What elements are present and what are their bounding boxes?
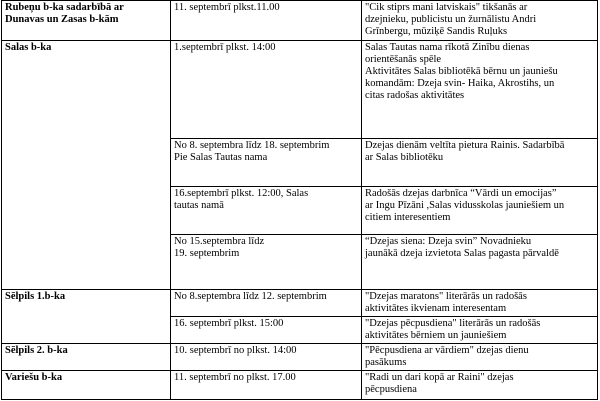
event-date: 16. septembrī plkst. 15:00 (171, 317, 362, 344)
table-row (2, 344, 598, 371)
table-row (2, 1, 598, 41)
event-description: Salas Tautas nama rīkotā Zinību dienas orientēšanās spēle Aktivitātes Salas bibliotēkā bērnu un jauniešu komandām: Dzeja svin- Haika, Akrostihs, un citas radošas aktivitātes (362, 41, 598, 139)
event-date: No 15.septembra līdz 19. septembrim (171, 235, 362, 290)
event-description: Dzejas dienām veltīta pietura Rainis. Sadarbībā ar Salas bibliotēku (362, 139, 598, 187)
events-table (1, 0, 598, 400)
event-date: No 8. septembra līdz 18. septembrim Pie Salas Tautas nama (171, 139, 362, 187)
table-row (2, 41, 598, 139)
event-description: “Dzejas siena: Dzeja svin” Novadnieku jaunākā dzeja izvietota Salas pagasta pārvaldē (362, 235, 598, 290)
library-name: Sēlpils 2. b-ka (2, 344, 171, 371)
library-name: Rubeņu b-ka sadarbībā ar Dunavas un Zasas b-kām (2, 1, 171, 41)
event-date: 10. septembrī no plkst. 14:00 (171, 344, 362, 371)
event-date: 11. septembrī no plkst. 17.00 (171, 371, 362, 400)
table-row (2, 371, 598, 400)
event-description: "Dzejas pēcpusdiena" literārās un radošās aktivitātes bērniem un jauniešiem (362, 317, 598, 344)
event-date: 11. septembrī plkst.11.00 (171, 1, 362, 41)
event-date: No 8.septembra līdz 12. septembrim (171, 290, 362, 317)
library-name: Sēlpils 1.b-ka (2, 290, 171, 344)
event-description: "Radi un dari kopā ar Raini" dzejas pēcpusdiena (362, 371, 598, 400)
library-name: Salas b-ka (2, 41, 171, 290)
table-row (2, 290, 598, 317)
events-table-body (2, 1, 598, 400)
event-date: 1.septembrī plkst. 14:00 (171, 41, 362, 139)
event-description: "Dzejas maratons" literārās un radošās aktivitātes ikvienam interesentam (362, 290, 598, 317)
library-name: Variešu b-ka (2, 371, 171, 400)
event-description: Radošās dzejas darbnīca “Vārdi un emocijas” ar Ingu Pīzāni ,Salas vidusskolas jauniešiem un citiem interesentiem (362, 187, 598, 235)
event-date: 16.septembrī plkst. 12:00, Salas tautas namā (171, 187, 362, 235)
event-description: "Cik stiprs mani latviskais" tikšanās ar dzejnieku, publicistu un žurnālistu Andri Grīnbergu, mūziķē Sandis Ruļuks (362, 1, 598, 41)
event-description: "Pēcpusdiena ar vārdiem" dzejas dienu pasākums (362, 344, 598, 371)
